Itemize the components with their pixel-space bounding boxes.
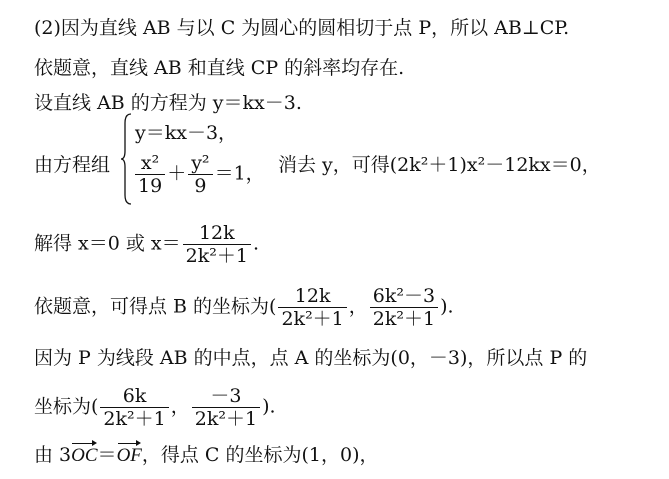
- fraction-b-y-denominator: 2k²＋1: [372, 308, 436, 330]
- line-7: 因为 P 为线段 AB 的中点，点 A 的坐标为(0，－3)，所以点 P 的: [34, 347, 588, 369]
- vector-oc: [71, 440, 97, 467]
- system-equation-2: [133, 152, 265, 197]
- line-9: [34, 440, 379, 467]
- line-1: (2)因为直线 AB 与以 C 为圆心的圆相切于点 P，所以 AB⊥CP.: [34, 17, 570, 39]
- line-6-comma: ，: [348, 295, 368, 318]
- fraction-y: [188, 152, 212, 197]
- fraction-p-x-denominator: 2k²＋1: [103, 408, 166, 430]
- line-5: [34, 222, 259, 267]
- vector-of-label: OF: [116, 445, 142, 466]
- line-8-end: ).: [262, 395, 276, 418]
- fraction-x: [135, 152, 165, 197]
- fraction-p-x: [100, 385, 168, 430]
- line-4-prefix: 由方程组: [34, 154, 111, 176]
- fraction-p-y-denominator: 2k²＋1: [194, 408, 258, 430]
- fraction-y-numerator: y²: [188, 152, 212, 175]
- line-9-equals: ＝: [97, 444, 117, 466]
- line-2: 依题意，直线 AB 和直线 CP 的斜率均存在.: [34, 57, 405, 79]
- line-8-prefix: 坐标为(: [34, 395, 99, 418]
- vector-oc-label: OC: [71, 445, 98, 466]
- fraction-solution: [183, 222, 251, 267]
- fraction-b-y-numerator: 6k²－3: [370, 285, 438, 308]
- fraction-b-x-numerator: 12k: [278, 285, 346, 308]
- line-9-suffix: ，得点 C 的坐标为(1，0)，: [141, 444, 379, 466]
- fraction-b-x-denominator: 2k²＋1: [281, 308, 344, 330]
- equation-2-rhs: ＝1，: [214, 162, 265, 185]
- fraction-b-y: [370, 285, 438, 330]
- fraction-x-denominator: 19: [138, 175, 163, 197]
- fraction-p-y-numerator: －3: [192, 385, 260, 408]
- line-9-prefix: 由 3: [34, 444, 72, 466]
- line-3: 设直线 AB 的方程为 y＝kx－3.: [34, 92, 302, 114]
- fraction-p-y: [192, 385, 260, 430]
- line-4-suffix: 消去 y，可得(2k²＋1)x²－12kx＝0，: [278, 154, 601, 176]
- system-equation-1: y＝kx－3，: [135, 122, 238, 144]
- vector-of: [117, 440, 142, 467]
- line-6: [34, 285, 454, 330]
- line-6-prefix: 依题意，可得点 B 的坐标为(: [34, 295, 277, 318]
- line-5-end: .: [252, 232, 259, 255]
- fraction-solution-denominator: 2k²＋1: [185, 245, 248, 267]
- fraction-p-x-numerator: 6k: [100, 385, 168, 408]
- plus-sign: ＋: [167, 162, 187, 185]
- fraction-b-x: [278, 285, 346, 330]
- line-8-comma: ，: [170, 395, 190, 418]
- fraction-solution-numerator: 12k: [183, 222, 251, 245]
- line-6-end: ).: [440, 295, 454, 318]
- line-8: [34, 385, 276, 430]
- line-5-prefix: 解得 x＝0 或 x＝: [34, 232, 181, 255]
- left-brace: [120, 113, 132, 205]
- fraction-x-numerator: x²: [135, 152, 165, 175]
- fraction-y-denominator: 9: [194, 175, 207, 197]
